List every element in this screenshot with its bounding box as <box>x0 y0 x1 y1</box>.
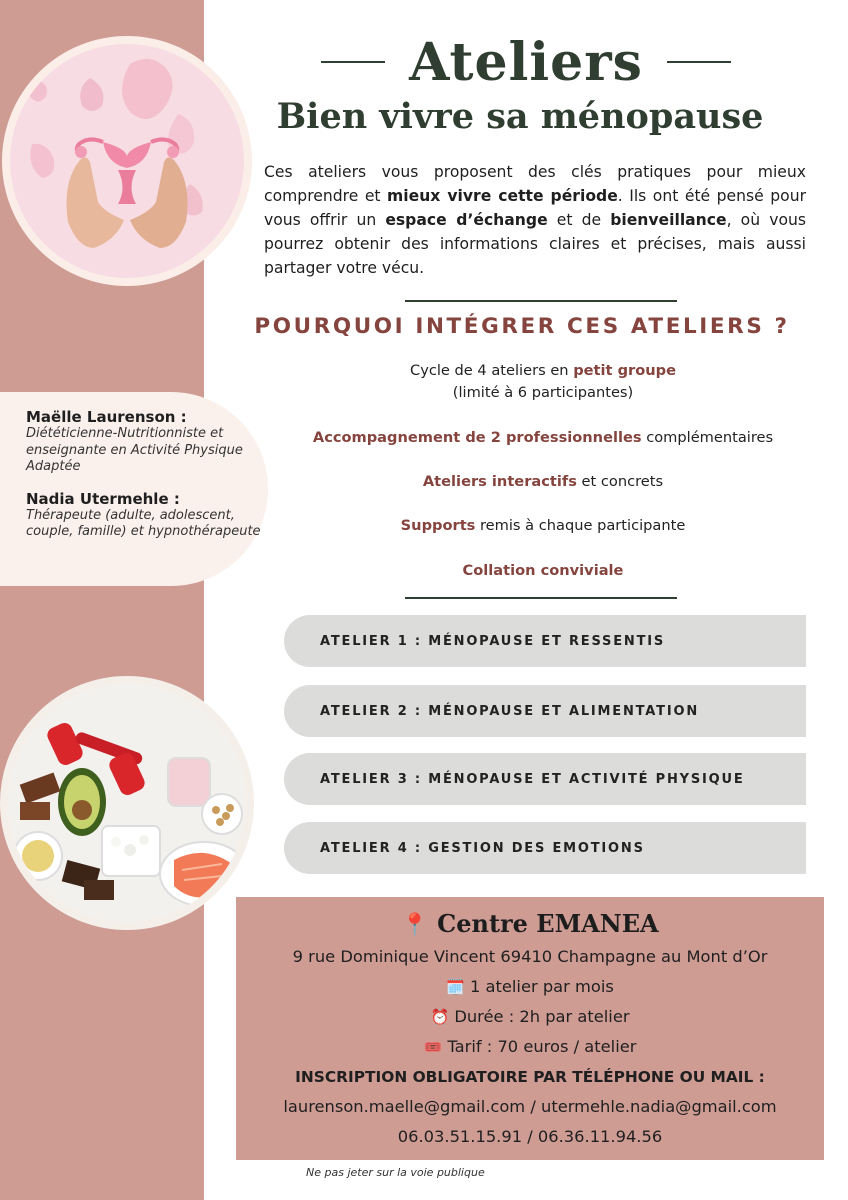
ticket-icon: 🎟️ <box>423 1038 443 1056</box>
section-heading: POURQUOI INTÉGRER CES ATELIERS ? <box>254 314 790 339</box>
contact-emails[interactable]: laurenson.maelle@gmail.com / utermehle.nadia@gmail.com <box>283 1097 777 1116</box>
info-box <box>236 897 824 1160</box>
member-role: Thérapeute (adulte, adolescent, couple, famille) et hypnothérapeute <box>26 507 261 539</box>
feature-collation: Collation conviviale <box>462 562 624 579</box>
food-illustration <box>8 684 246 922</box>
registration-notice: INSCRIPTION OBLIGATOIRE PAR TÉLÉPHONE OU MAIL : <box>295 1068 765 1086</box>
duration: ⏰ Durée : 2h par atelier <box>430 1007 630 1026</box>
center-name: 📍 Centre EMANEA <box>401 909 659 938</box>
page-title: Ateliers <box>409 31 643 93</box>
divider <box>405 597 677 599</box>
feature-professionals: Accompagnement de 2 professionnelles complémentaires <box>312 429 774 446</box>
intro-paragraph: Ces ateliers vous proposent des clés pratiques pour mieux comprendre et mieux vivre cette période. Ils ont été pensé pour vous offrir un espace d’échange et de bienveillance, où vous pourrez obtenir des informations claires et précises, mais aussi partager votre vécu. <box>264 163 806 277</box>
uterus-illustration <box>10 44 244 278</box>
title-row <box>296 26 756 98</box>
uterus-hands-image <box>2 36 252 286</box>
member-role: Diététicienne-Nutritionniste et enseignante en Activité Physique Adaptée <box>26 426 243 474</box>
calendar-icon: 🗓️ <box>446 978 465 996</box>
atelier-item: ATELIER 4 : GESTION DES EMOTIONS <box>284 822 806 874</box>
pin-icon: 📍 <box>401 912 429 938</box>
feature-supports: Supports remis à chaque participante <box>400 517 686 534</box>
clock-icon: ⏰ <box>430 1008 450 1026</box>
member-name: Maëlle Laurenson : <box>26 408 187 426</box>
team-panel <box>0 392 268 586</box>
atelier-item: ATELIER 3 : MÉNOPAUSE ET ACTIVITÉ PHYSIQUE <box>284 753 806 805</box>
footer-note: Ne pas jeter sur la voie publique <box>306 1166 485 1179</box>
title-decor-line <box>667 61 731 63</box>
frequency: 🗓️ 1 atelier par mois <box>446 977 614 996</box>
title-decor-line <box>321 61 385 63</box>
feature-group-size: Cycle de 4 ateliers en petit groupe (limité à 6 participantes) <box>410 362 676 401</box>
member-name: Nadia Utermehle : <box>26 489 180 508</box>
healthy-food-image <box>0 676 254 930</box>
feature-interactive: Ateliers interactifs et concrets <box>422 473 664 490</box>
divider <box>405 300 677 302</box>
price: 🎟️ Tarif : 70 euros / atelier <box>423 1037 637 1056</box>
atelier-item: ATELIER 2 : MÉNOPAUSE ET ALIMENTATION <box>284 685 806 737</box>
page-subtitle: Bien vivre sa ménopause <box>276 96 764 137</box>
address: 9 rue Dominique Vincent 69410 Champagne au Mont d’Or <box>292 947 768 966</box>
contact-phones[interactable]: 06.03.51.15.91 / 06.36.11.94.56 <box>397 1127 663 1146</box>
atelier-item: ATELIER 1 : MÉNOPAUSE ET RESSENTIS <box>284 615 806 667</box>
